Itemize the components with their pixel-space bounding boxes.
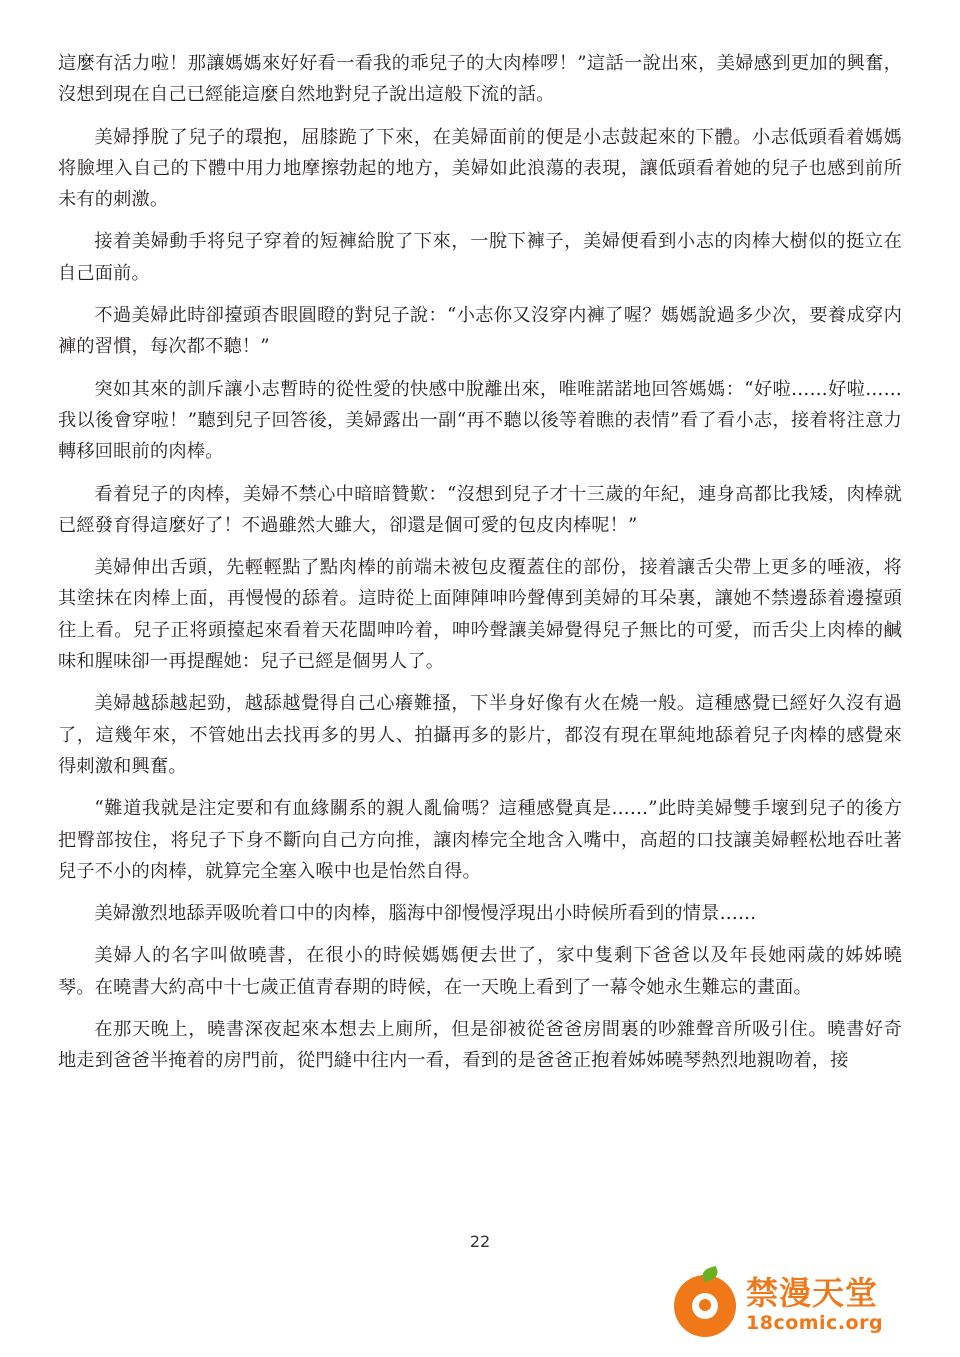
paragraph: 不過美婦此時卻擡頭杏眼圓瞪的對兒子說：“小志你又沒穿内褲了喔？媽媽說過多少次，要養成穿内褲的習慣，每次都不聽！” (58, 305, 902, 358)
paragraph: 突如其來的訓斥讓小志暫時的從性愛的快感中脫離出來，唯唯諾諾地回答媽媽：“好啦……好啦……我以後會穿啦！”聽到兒子回答後，美婦露出一副“再不聽以後等着瞧的表情”看了看小志，接着将注意力轉移回眼前的肉棒。 (58, 378, 902, 463)
paragraph: 美婦越舔越起勁，越舔越覺得自己心癢難搔，下半身好像有火在燒一般。這種感覺已經好久沒有過了，這幾年來，不管她出去找再多的男人、拍攝再多的影片，都沒有現在單純地舔着兒子肉棒的感覺來得刺激和興奮。 (58, 693, 902, 777)
paragraph: 看着兒子的肉棒，美婦不禁心中暗暗贊歎：“沒想到兒子才十三歲的年紀，連身高都比我矮，肉棒就已經發育得這麼好了！不過雖然大雖大，卻還是個可愛的包皮肉棒呢！” (58, 483, 902, 536)
paragraph: 這麼有活力啦！那讓媽媽來好好看一看我的乖兒子的大肉棒啰！”這話一說出來，美婦感到更加的興奮，沒想到現在自己已經能這麼自然地對兒子說出這般下流的話。 (58, 53, 902, 106)
paragraph: “難道我就是注定要和有血緣關系的親人亂倫嗎？這種感覺真是……”此時美婦雙手壞到兒子的後方把臀部按住，将兒子下身不斷向自己方向推，讓肉棒完全地含入嘴中，高超的口技讓美婦輕松地吞吐著兒子不小的肉棒，就算完全塞入喉中也是怡然自得。 (58, 798, 902, 882)
logo-icon (674, 1275, 736, 1337)
page-body (58, 48, 902, 1077)
logo-inner-icon (692, 1293, 718, 1319)
paragraph: 在那天晚上，曉書深夜起來本想去上廁所，但是卻被從爸爸房間裏的吵雜聲音所吸引住。曉書好奇地走到爸爸半掩着的房門前，從門縫中往内一看，看到的是爸爸正抱着姊姊曉琴熱烈地親吻着，接 (58, 1019, 902, 1072)
paragraph: 美婦人的名字叫做曉書，在很小的時候媽媽便去世了，家中隻剩下爸爸以及年長她兩歲的姊姊曉琴。在曉書大約高中十七歲正值青春期的時候，在一天晚上看到了一幕令她永生難忘的畫面。 (58, 945, 902, 998)
watermark-subtitle: 18comic.org (746, 1312, 884, 1335)
page-number: 22 (469, 1232, 491, 1251)
paragraph: 美婦掙脫了兒子的環抱，屈膝跪了下來，在美婦面前的便是小志鼓起來的下體。小志低頭看着媽媽将臉埋入自己的下體中用力地摩擦勃起的地方，美婦如此浪蕩的表現，讓低頭看着她的兒子也感到前所未有的刺激。 (58, 126, 902, 211)
watermark-title: 禁漫天堂 (746, 1273, 879, 1312)
paragraph: 美婦激烈地舔弄吸吮着口中的肉棒，腦海中卻慢慢浮現出小時候所看到的情景…… (94, 903, 757, 925)
paragraph: 接着美婦動手将兒子穿着的短褲給脫了下來，一脫下褲子，美婦便看到小志的肉棒大樹似的挺立在自己面前。 (58, 231, 902, 284)
paragraph: 美婦伸出舌頭，先輕輕點了點肉棒的前端未被包皮覆蓋住的部份，接着讓舌尖帶上更多的唾液，将其塗抹在肉棒上面，再慢慢的舔着。這時從上面陣陣呻吟聲傳到美婦的耳朵裏，讓她不禁邊舔着邊擡頭往上看。兒子正将頭擡起來看着天花闆呻吟着，呻吟聲讓美婦覺得兒子無比的可愛，而舌尖上肉棒的鹹味和腥味卻一再提醒她：兒子已經是個男人了。 (58, 557, 902, 673)
watermark-text (746, 1273, 884, 1335)
site-watermark (674, 1263, 944, 1349)
